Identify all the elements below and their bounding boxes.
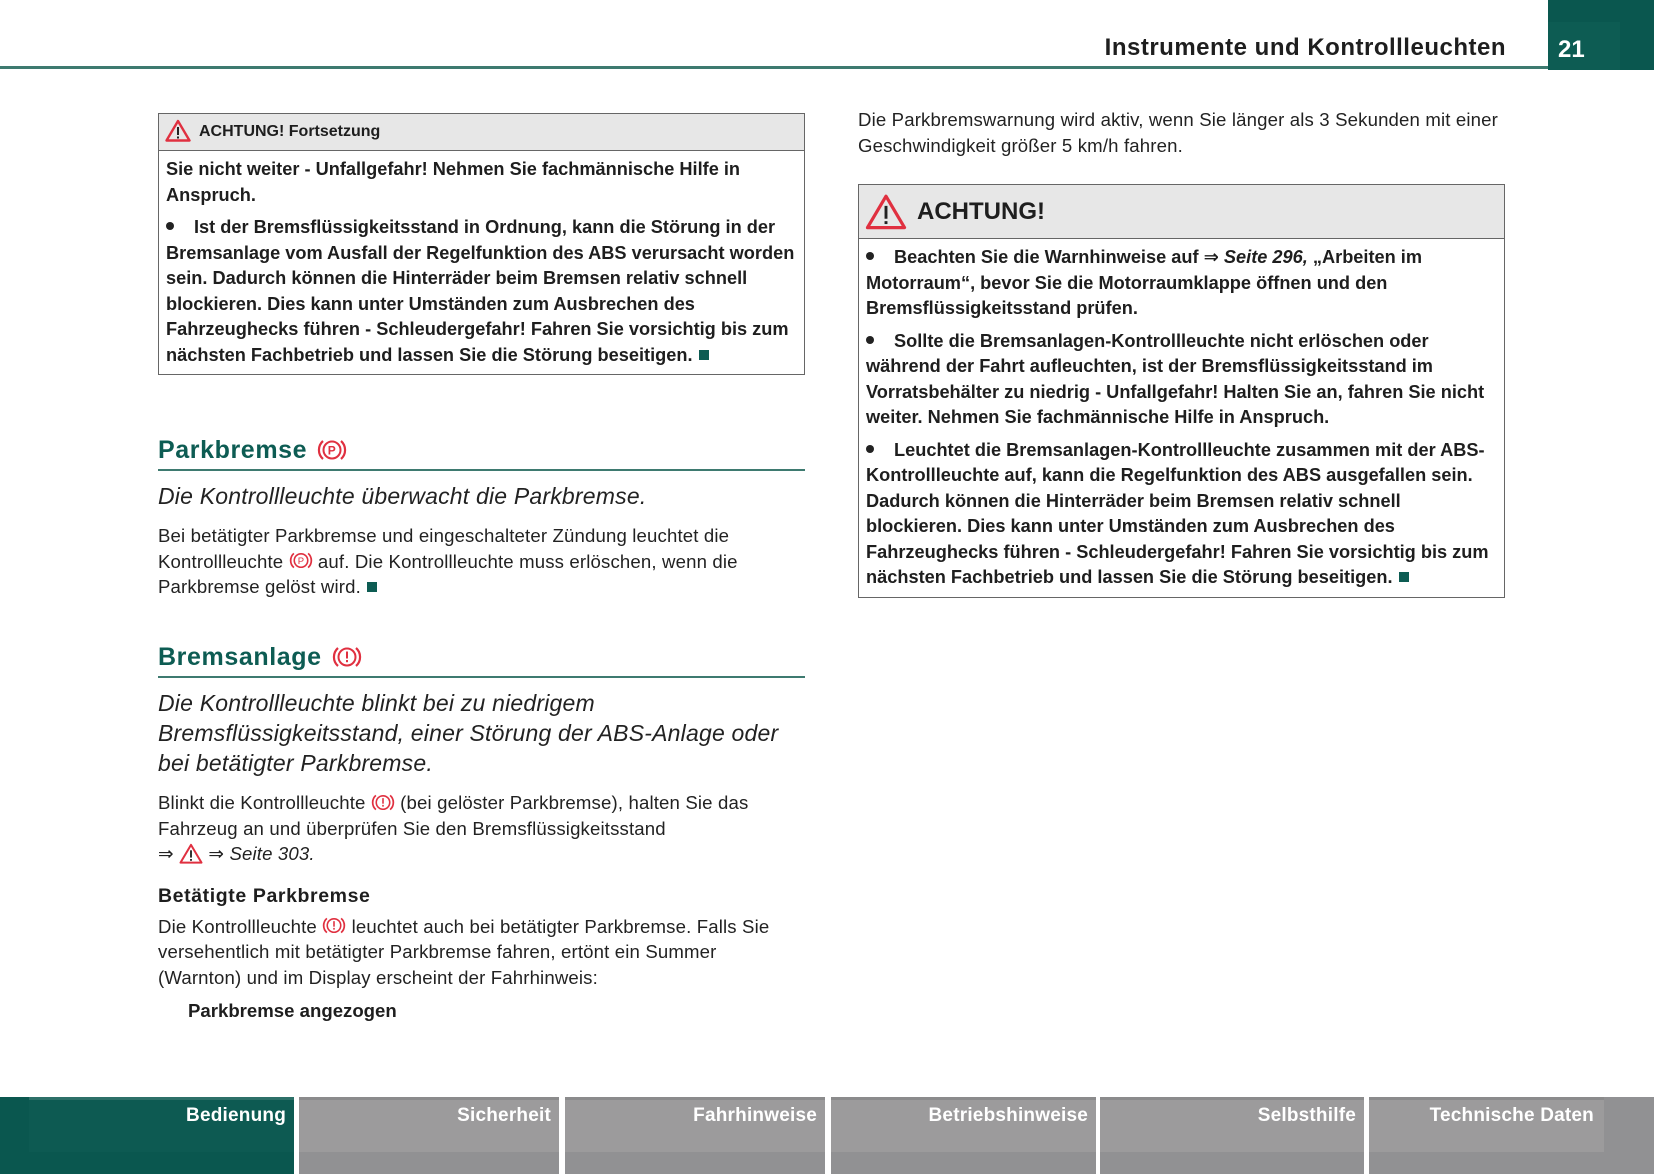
warning-bullet-text: Beachten Sie die Warnhinweise auf ⇒	[894, 247, 1219, 267]
body-text: Blinkt die Kontrollleuchte	[158, 792, 366, 813]
bullet-icon	[866, 329, 894, 355]
section-bremsanlage	[158, 640, 805, 1022]
tab-label: Technische Daten	[1429, 1105, 1594, 1126]
chapter-title: Instrumente und Kontrollleuchten	[1104, 34, 1506, 61]
warning-continued-box	[158, 113, 805, 375]
section-rule	[158, 469, 805, 471]
tab-fahrhinweise[interactable]	[565, 1097, 825, 1174]
tab-label: Fahrhinweise	[693, 1105, 817, 1126]
brake-system-icon	[322, 916, 346, 935]
tab-label: Bedienung	[186, 1105, 286, 1126]
tab-technische-daten[interactable]	[1369, 1097, 1654, 1174]
section-parkbremse	[158, 433, 805, 600]
end-square-icon	[1399, 572, 1409, 582]
section-body	[158, 523, 805, 600]
end-square-icon	[367, 582, 377, 592]
warning-bullet-text: Sollte die Bremsanlagen-Kontrollleuchte nicht erlöschen oder während der Fahrt aufleuchten, ist der Bremsflüssigkeitsstand im Vorratsbehälter zu niedrig - Unfallgefahr! Halten Sie an, fahren Sie nicht weiter. Nehmen Sie fachmännische Hilfe in Anspruch.	[866, 330, 1485, 427]
arrow-icon: ⇒	[158, 843, 174, 864]
page-reference-link[interactable]: Seite 296,	[1223, 247, 1308, 267]
warning-bullet-text: Ist der Bremsflüssigkeitsstand in Ordnung, kann die Störung in der Bremsanlage vom Ausfall der Regelfunktion des ABS verursacht worden sein. Dadurch können die Hinterräder beim Bremsen relativ schnell blockieren. Dies kann unter Umständen zum Ausbrechen des Fahrzeughecks führen - Schleudergefahr! Fahren Sie vorsichtig bis zum nächsten Fachbetrieb und lassen Sie die Störung beseitigen.	[166, 217, 795, 365]
svg-text:P: P	[297, 556, 304, 568]
body-text: leuchtet auch bei betätigter Parkbremse. Falls Sie versehentlich mit betätigter Parkbremse fahren, ertönt ein Summer (Warnton) und im Display erscheint der Fahrhinweis:	[158, 915, 770, 988]
warning-bullet	[866, 438, 1496, 591]
warning-bullet-text: Leuchtet die Bremsanlagen-Kontrollleuchte zusammen mit der ABS-Kontrollleuchte auf, kann die Regelfunktion des ABS ausgefallen sein. Dadurch können die Hinterräder beim Bremsen relativ schnell blockieren. Dies kann unter Umständen zum Ausbrechen des Fahrzeughecks führen - Schleudergefahr! Fahren Sie vorsichtig bis zum nächsten Fachbetrieb und lassen Sie die Störung beseitigen.	[866, 439, 1489, 587]
body-text: Bei betätigter Parkbremse und eingeschalteter Zündung leuchtet die Kontrollleuchte	[158, 525, 730, 572]
body-text: (bei gelöster Parkbremse), halten Sie das Fahrzeug an und überprüfen Sie den Bremsflüssigkeitsstand	[158, 792, 749, 839]
warning-box	[858, 184, 1505, 598]
section-heading-text: Parkbremse	[158, 435, 308, 464]
warning-bullet	[866, 329, 1496, 431]
page-reference-link[interactable]: Seite 303.	[229, 843, 315, 864]
warning-triangle-link-icon[interactable]	[179, 843, 203, 864]
arrow-icon: ⇒	[208, 843, 225, 864]
parking-brake-icon	[289, 551, 313, 570]
warning-title: ACHTUNG!	[917, 197, 1045, 225]
brake-system-icon	[371, 793, 395, 812]
section-heading-text: Bremsanlage	[158, 642, 322, 671]
section-subtitle: Die Kontrollleuchte blinkt bei zu niedrigem Bremsflüssigkeitsstand, einer Störung der ABS-Anlage oder bei betätigter Parkbremse.	[158, 690, 779, 776]
parking-brake-icon	[317, 438, 347, 462]
right-column	[858, 107, 1505, 598]
chapter-tabs	[0, 1097, 1654, 1174]
svg-text:P: P	[327, 443, 337, 458]
tab-bedienung[interactable]	[0, 1097, 294, 1174]
intro-text: Die Parkbremswarnung wird aktiv, wenn Sie länger als 3 Sekunden mit einer Geschwindigkeit größer 5 km/h fahren.	[858, 109, 1498, 156]
warning-paragraph: Sie nicht weiter - Unfallgefahr! Nehmen Sie fachmännische Hilfe in Anspruch.	[166, 159, 741, 205]
warning-body	[859, 239, 1504, 597]
warning-header	[159, 114, 804, 151]
bullet-icon	[866, 245, 894, 271]
warning-title: ACHTUNG! Fortsetzung	[199, 123, 381, 140]
tab-label: Sicherheit	[457, 1105, 551, 1126]
page-number: 21	[1558, 36, 1585, 63]
brake-system-icon	[332, 645, 362, 669]
section-rule	[158, 676, 805, 678]
tab-betriebshinweise[interactable]	[831, 1097, 1096, 1174]
tab-label: Betriebshinweise	[928, 1105, 1088, 1126]
body-text: Die Kontrollleuchte	[158, 915, 317, 937]
tab-label: Selbsthilfe	[1257, 1105, 1356, 1126]
warning-body	[159, 151, 804, 374]
section-body	[158, 914, 805, 991]
left-column	[158, 113, 805, 375]
tab-selbsthilfe[interactable]	[1100, 1097, 1364, 1174]
bullet-icon	[166, 215, 194, 241]
section-subtitle: Die Kontrollleuchte überwacht die Parkbremse.	[158, 483, 647, 509]
end-square-icon	[699, 350, 709, 360]
body-text: auf. Die Kontrollleuchte muss erlöschen, wenn die Parkbremse gelöst wird.	[158, 550, 738, 597]
warning-bullet	[166, 215, 796, 368]
header-rule	[0, 66, 1548, 69]
tab-sicherheit[interactable]	[299, 1097, 559, 1174]
warning-header	[859, 185, 1504, 239]
display-message: Parkbremse angezogen	[188, 1000, 397, 1021]
warning-triangle-icon	[865, 193, 907, 230]
warning-triangle-icon	[165, 119, 191, 142]
warning-bullet-text: „Arbeiten im Motorraum“, bevor Sie die Motorraumklappe öffnen und den Bremsflüssigkeitsstand prüfen.	[866, 247, 1423, 318]
subheading: Betätigte Parkbremse	[158, 884, 371, 907]
bullet-icon	[866, 438, 894, 464]
section-heading	[158, 433, 805, 467]
section-heading	[158, 640, 805, 674]
warning-bullet	[866, 245, 1496, 322]
section-body	[158, 790, 805, 867]
